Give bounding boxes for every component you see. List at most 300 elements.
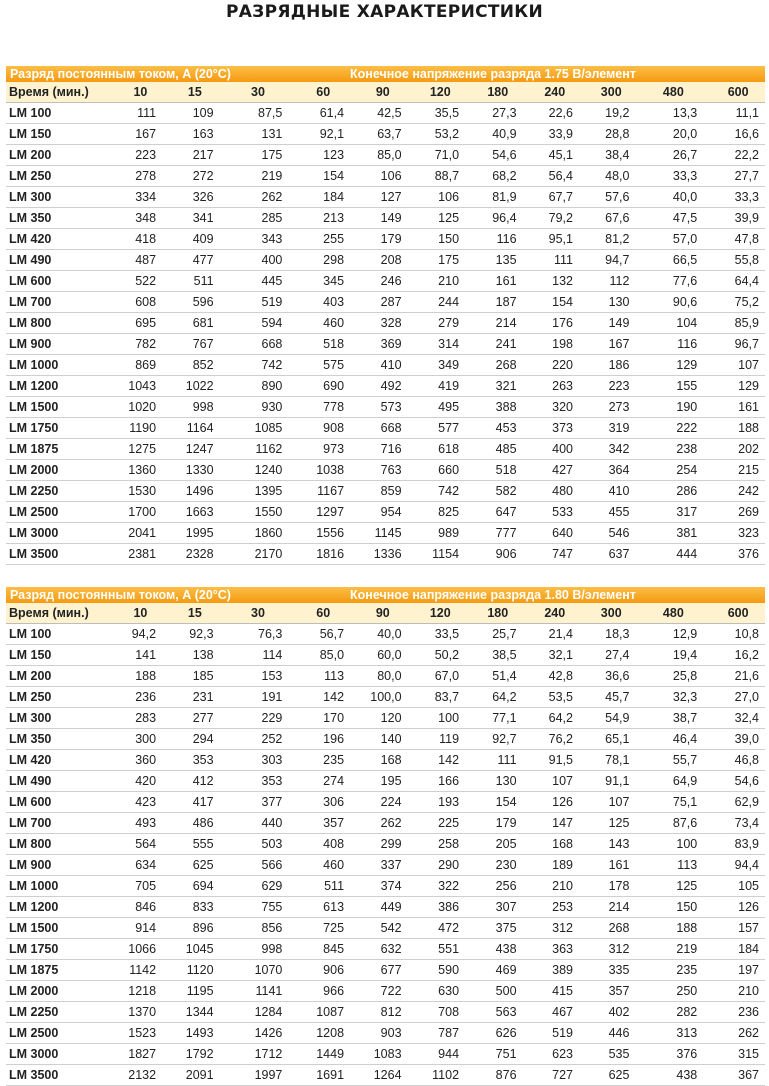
current-value-cell: 22,2: [703, 145, 765, 166]
model-name-cell: LM 1750: [6, 939, 111, 960]
current-value-cell: 335: [579, 960, 635, 981]
discharge-mode-caption: Разряд постоянным током, А (20°С): [6, 587, 350, 603]
model-name-cell: LM 3000: [6, 1044, 111, 1065]
current-value-cell: 198: [523, 334, 579, 355]
model-name-cell: LM 700: [6, 292, 111, 313]
current-value-cell: 96,4: [465, 208, 523, 229]
model-name-cell: LM 900: [6, 334, 111, 355]
current-value-cell: 594: [220, 313, 289, 334]
current-value-cell: 294: [162, 729, 220, 750]
current-value-cell: 446: [579, 1023, 635, 1044]
current-value-cell: 154: [523, 292, 579, 313]
current-value-cell: 681: [162, 313, 220, 334]
current-value-cell: 67,0: [408, 666, 466, 687]
current-value-cell: 469: [465, 960, 523, 981]
current-value-cell: 453: [465, 418, 523, 439]
current-value-cell: 155: [635, 376, 703, 397]
current-value-cell: 127: [350, 187, 408, 208]
current-value-cell: 555: [162, 834, 220, 855]
current-value-cell: 27,3: [465, 103, 523, 124]
current-value-cell: 690: [288, 376, 350, 397]
model-name-cell: LM 1500: [6, 918, 111, 939]
time-header-label: Время (мин.): [6, 603, 111, 624]
current-value-cell: 125: [579, 813, 635, 834]
current-value-cell: 92,1: [288, 124, 350, 145]
model-name-cell: LM 2250: [6, 1002, 111, 1023]
current-value-cell: 1083: [350, 1044, 408, 1065]
current-value-cell: 100,0: [350, 687, 408, 708]
current-value-cell: 258: [408, 834, 466, 855]
model-name-cell: LM 800: [6, 313, 111, 334]
current-value-cell: 377: [220, 792, 289, 813]
table-row: [6, 208, 765, 229]
current-value-cell: 660: [408, 460, 466, 481]
current-value-cell: 438: [635, 1065, 703, 1086]
model-name-cell: LM 250: [6, 687, 111, 708]
current-value-cell: 533: [523, 502, 579, 523]
current-value-cell: 10,8: [703, 624, 765, 645]
model-name-cell: LM 200: [6, 666, 111, 687]
current-value-cell: 21,6: [703, 666, 765, 687]
current-value-cell: 634: [111, 855, 162, 876]
current-value-cell: 1827: [111, 1044, 162, 1065]
model-name-cell: LM 3500: [6, 1065, 111, 1086]
current-value-cell: 67,7: [523, 187, 579, 208]
current-value-cell: 263: [523, 376, 579, 397]
table-row: [6, 103, 765, 124]
current-value-cell: 323: [703, 523, 765, 544]
model-name-cell: LM 300: [6, 708, 111, 729]
current-value-cell: 647: [465, 502, 523, 523]
current-value-cell: 582: [465, 481, 523, 502]
current-value-cell: 290: [408, 855, 466, 876]
current-value-cell: 219: [220, 166, 289, 187]
current-value-cell: 618: [408, 439, 466, 460]
current-value-cell: 16,6: [703, 124, 765, 145]
current-value-cell: 852: [162, 355, 220, 376]
current-value-cell: 1691: [288, 1065, 350, 1086]
current-value-cell: 551: [408, 939, 466, 960]
current-value-cell: 35,5: [408, 103, 466, 124]
current-value-cell: 129: [635, 355, 703, 376]
model-name-cell: LM 2500: [6, 1023, 111, 1044]
current-value-cell: 767: [162, 334, 220, 355]
current-value-cell: 106: [408, 187, 466, 208]
current-value-cell: 522: [111, 271, 162, 292]
table-row: [6, 229, 765, 250]
current-value-cell: 113: [288, 666, 350, 687]
current-value-cell: 222: [635, 418, 703, 439]
time-header-row: [6, 82, 765, 103]
current-value-cell: 223: [579, 376, 635, 397]
model-name-cell: LM 490: [6, 250, 111, 271]
time-header-cell: 300: [579, 82, 635, 103]
current-value-cell: 998: [162, 397, 220, 418]
current-value-cell: 235: [635, 960, 703, 981]
current-value-cell: 1208: [288, 1023, 350, 1044]
table-row: [6, 250, 765, 271]
current-value-cell: 349: [408, 355, 466, 376]
current-value-cell: 111: [523, 250, 579, 271]
table-row: [6, 960, 765, 981]
current-value-cell: 48,0: [579, 166, 635, 187]
model-name-cell: LM 350: [6, 729, 111, 750]
current-value-cell: 412: [162, 771, 220, 792]
table-row: [6, 1023, 765, 1044]
table-row: [6, 666, 765, 687]
current-value-cell: 196: [288, 729, 350, 750]
current-value-cell: 896: [162, 918, 220, 939]
current-value-cell: 367: [703, 1065, 765, 1086]
current-value-cell: 564: [111, 834, 162, 855]
current-value-cell: 343: [220, 229, 289, 250]
current-value-cell: 596: [162, 292, 220, 313]
time-header-cell: 480: [635, 82, 703, 103]
current-value-cell: 460: [288, 855, 350, 876]
current-value-cell: 2091: [162, 1065, 220, 1086]
time-header-cell: 240: [523, 603, 579, 624]
current-value-cell: 1240: [220, 460, 289, 481]
table-row: [6, 355, 765, 376]
current-value-cell: 279: [408, 313, 466, 334]
current-value-cell: 2132: [111, 1065, 162, 1086]
current-value-cell: 78,1: [579, 750, 635, 771]
current-value-cell: 85,0: [288, 645, 350, 666]
discharge-table-1-75v: [6, 66, 765, 565]
current-value-cell: 742: [408, 481, 466, 502]
table-row: [6, 187, 765, 208]
current-value-cell: 695: [111, 313, 162, 334]
current-value-cell: 317: [635, 502, 703, 523]
current-value-cell: 51,4: [465, 666, 523, 687]
current-value-cell: 12,9: [635, 624, 703, 645]
current-value-cell: 1860: [220, 523, 289, 544]
current-value-cell: 445: [220, 271, 289, 292]
table-row: [6, 939, 765, 960]
current-value-cell: 751: [465, 1044, 523, 1065]
current-value-cell: 1085: [220, 418, 289, 439]
current-value-cell: 410: [350, 355, 408, 376]
current-value-cell: 229: [220, 708, 289, 729]
table-row: [6, 313, 765, 334]
current-value-cell: 130: [579, 292, 635, 313]
current-value-cell: 25,7: [465, 624, 523, 645]
current-value-cell: 1370: [111, 1002, 162, 1023]
current-value-cell: 859: [350, 481, 408, 502]
current-value-cell: 1336: [350, 544, 408, 565]
current-value-cell: 906: [465, 544, 523, 565]
model-name-cell: LM 250: [6, 166, 111, 187]
current-value-cell: 236: [703, 1002, 765, 1023]
current-value-cell: 373: [523, 418, 579, 439]
current-value-cell: 109: [162, 103, 220, 124]
current-value-cell: 1043: [111, 376, 162, 397]
current-value-cell: 32,3: [635, 687, 703, 708]
current-value-cell: 60,0: [350, 645, 408, 666]
current-value-cell: 415: [523, 981, 579, 1002]
current-value-cell: 255: [288, 229, 350, 250]
current-value-cell: 563: [465, 1002, 523, 1023]
current-value-cell: 438: [465, 939, 523, 960]
current-value-cell: 313: [635, 1023, 703, 1044]
current-value-cell: 90,6: [635, 292, 703, 313]
current-value-cell: 63,7: [350, 124, 408, 145]
current-value-cell: 100: [408, 708, 466, 729]
time-header-cell: 15: [162, 82, 220, 103]
current-value-cell: 725: [288, 918, 350, 939]
current-value-cell: 1550: [220, 502, 289, 523]
current-value-cell: 320: [523, 397, 579, 418]
current-value-cell: 637: [579, 544, 635, 565]
table-row: [6, 981, 765, 1002]
current-value-cell: 846: [111, 897, 162, 918]
table-row: [6, 624, 765, 645]
current-value-cell: 217: [162, 145, 220, 166]
time-header-row: [6, 603, 765, 624]
current-value-cell: 1120: [162, 960, 220, 981]
current-value-cell: 357: [288, 813, 350, 834]
current-value-cell: 668: [350, 418, 408, 439]
discharge-table-1-80v: [6, 587, 765, 1086]
current-value-cell: 168: [350, 750, 408, 771]
current-value-cell: 420: [111, 771, 162, 792]
current-value-cell: 149: [350, 208, 408, 229]
current-value-cell: 45,7: [579, 687, 635, 708]
current-value-cell: 85,0: [350, 145, 408, 166]
table-row: [6, 166, 765, 187]
current-value-cell: 81,2: [579, 229, 635, 250]
current-value-cell: 62,9: [703, 792, 765, 813]
current-value-cell: 27,7: [703, 166, 765, 187]
table-row: [6, 1002, 765, 1023]
current-value-cell: 241: [465, 334, 523, 355]
current-value-cell: 76,3: [220, 624, 289, 645]
current-value-cell: 185: [162, 666, 220, 687]
current-value-cell: 472: [408, 918, 466, 939]
current-value-cell: 511: [162, 271, 220, 292]
current-value-cell: 1190: [111, 418, 162, 439]
current-value-cell: 32,4: [703, 708, 765, 729]
current-value-cell: 147: [523, 813, 579, 834]
current-value-cell: 493: [111, 813, 162, 834]
current-value-cell: 274: [288, 771, 350, 792]
table-row: [6, 876, 765, 897]
current-value-cell: 1395: [220, 481, 289, 502]
current-value-cell: 467: [523, 1002, 579, 1023]
current-value-cell: 176: [523, 313, 579, 334]
current-value-cell: 179: [465, 813, 523, 834]
current-value-cell: 2170: [220, 544, 289, 565]
current-value-cell: 246: [350, 271, 408, 292]
current-value-cell: 187: [465, 292, 523, 313]
current-value-cell: 250: [635, 981, 703, 1002]
current-value-cell: 1154: [408, 544, 466, 565]
model-name-cell: LM 3500: [6, 544, 111, 565]
table-row: [6, 502, 765, 523]
current-value-cell: 763: [350, 460, 408, 481]
current-value-cell: 2381: [111, 544, 162, 565]
current-value-cell: 626: [465, 1023, 523, 1044]
current-value-cell: 16,2: [703, 645, 765, 666]
current-value-cell: 1145: [350, 523, 408, 544]
current-value-cell: 708: [408, 1002, 466, 1023]
current-value-cell: 1556: [288, 523, 350, 544]
current-value-cell: 129: [703, 376, 765, 397]
current-value-cell: 778: [288, 397, 350, 418]
current-value-cell: 210: [408, 271, 466, 292]
current-value-cell: 402: [579, 1002, 635, 1023]
current-value-cell: 787: [408, 1023, 466, 1044]
model-name-cell: LM 490: [6, 771, 111, 792]
current-value-cell: 357: [579, 981, 635, 1002]
current-value-cell: 36,6: [579, 666, 635, 687]
current-value-cell: 33,9: [523, 124, 579, 145]
current-value-cell: 107: [579, 792, 635, 813]
current-value-cell: 45,1: [523, 145, 579, 166]
current-value-cell: 492: [350, 376, 408, 397]
table-row: [6, 897, 765, 918]
current-value-cell: 77,1: [465, 708, 523, 729]
current-value-cell: 105: [703, 876, 765, 897]
current-value-cell: 42,5: [350, 103, 408, 124]
current-value-cell: 236: [111, 687, 162, 708]
current-value-cell: 19,4: [635, 645, 703, 666]
table-row: [6, 708, 765, 729]
time-header-cell: 10: [111, 603, 162, 624]
model-name-cell: LM 1200: [6, 376, 111, 397]
current-value-cell: 1087: [288, 1002, 350, 1023]
current-value-cell: 253: [523, 897, 579, 918]
current-value-cell: 449: [350, 897, 408, 918]
table-row: [6, 145, 765, 166]
current-value-cell: 930: [220, 397, 289, 418]
current-value-cell: 519: [523, 1023, 579, 1044]
current-value-cell: 244: [408, 292, 466, 313]
current-value-cell: 161: [579, 855, 635, 876]
current-value-cell: 119: [408, 729, 466, 750]
current-value-cell: 26,7: [635, 145, 703, 166]
end-voltage-caption: Конечное напряжение разряда 1.75 В/элемент: [350, 66, 765, 82]
current-value-cell: 92,7: [465, 729, 523, 750]
current-value-cell: 546: [579, 523, 635, 544]
current-value-cell: 319: [579, 418, 635, 439]
current-value-cell: 705: [111, 876, 162, 897]
current-value-cell: 123: [288, 145, 350, 166]
current-value-cell: 96,7: [703, 334, 765, 355]
model-name-cell: LM 1875: [6, 960, 111, 981]
current-value-cell: 1712: [220, 1044, 289, 1065]
current-value-cell: 334: [111, 187, 162, 208]
current-value-cell: 231: [162, 687, 220, 708]
model-name-cell: LM 800: [6, 834, 111, 855]
time-header-label: Время (мин.): [6, 82, 111, 103]
time-header-cell: 90: [350, 603, 408, 624]
current-value-cell: 75,2: [703, 292, 765, 313]
current-value-cell: 747: [523, 544, 579, 565]
current-value-cell: 282: [635, 1002, 703, 1023]
current-value-cell: 285: [220, 208, 289, 229]
current-value-cell: 1020: [111, 397, 162, 418]
current-value-cell: 188: [703, 418, 765, 439]
current-value-cell: 623: [523, 1044, 579, 1065]
current-value-cell: 150: [635, 897, 703, 918]
current-value-cell: 1167: [288, 481, 350, 502]
current-value-cell: 87,6: [635, 813, 703, 834]
current-value-cell: 77,6: [635, 271, 703, 292]
current-value-cell: 1344: [162, 1002, 220, 1023]
current-value-cell: 668: [220, 334, 289, 355]
current-value-cell: 46,4: [635, 729, 703, 750]
model-name-cell: LM 600: [6, 271, 111, 292]
model-name-cell: LM 600: [6, 792, 111, 813]
table-row: [6, 813, 765, 834]
current-value-cell: 1022: [162, 376, 220, 397]
table-row: [6, 645, 765, 666]
current-value-cell: 205: [465, 834, 523, 855]
current-value-cell: 856: [220, 918, 289, 939]
time-header-cell: 60: [288, 82, 350, 103]
current-value-cell: 303: [220, 750, 289, 771]
current-value-cell: 230: [465, 855, 523, 876]
current-value-cell: 328: [350, 313, 408, 334]
current-value-cell: 542: [350, 918, 408, 939]
current-value-cell: 1102: [408, 1065, 466, 1086]
current-value-cell: 40,0: [350, 624, 408, 645]
table-row: [6, 439, 765, 460]
current-value-cell: 111: [465, 750, 523, 771]
current-value-cell: 120: [350, 708, 408, 729]
current-value-cell: 575: [288, 355, 350, 376]
current-value-cell: 444: [635, 544, 703, 565]
model-name-cell: LM 420: [6, 229, 111, 250]
current-value-cell: 64,9: [635, 771, 703, 792]
current-value-cell: 299: [350, 834, 408, 855]
table-row: [6, 376, 765, 397]
current-value-cell: 511: [288, 876, 350, 897]
current-value-cell: 1792: [162, 1044, 220, 1065]
current-value-cell: 57,6: [579, 187, 635, 208]
current-value-cell: 1162: [220, 439, 289, 460]
current-value-cell: 283: [111, 708, 162, 729]
table-row: [6, 271, 765, 292]
current-value-cell: 315: [703, 1044, 765, 1065]
current-value-cell: 161: [703, 397, 765, 418]
current-value-cell: 2041: [111, 523, 162, 544]
current-value-cell: 126: [703, 897, 765, 918]
current-value-cell: 278: [111, 166, 162, 187]
current-value-cell: 79,2: [523, 208, 579, 229]
time-header-cell: 180: [465, 82, 523, 103]
current-value-cell: 214: [465, 313, 523, 334]
current-value-cell: 189: [523, 855, 579, 876]
current-value-cell: 1218: [111, 981, 162, 1002]
current-value-cell: 11,1: [703, 103, 765, 124]
current-value-cell: 80,0: [350, 666, 408, 687]
current-value-cell: 42,8: [523, 666, 579, 687]
current-value-cell: 613: [288, 897, 350, 918]
end-voltage-caption: Конечное напряжение разряда 1.80 В/элемент: [350, 587, 765, 603]
current-value-cell: 213: [288, 208, 350, 229]
current-value-cell: 13,3: [635, 103, 703, 124]
current-value-cell: 944: [408, 1044, 466, 1065]
current-value-cell: 210: [703, 981, 765, 1002]
current-value-cell: 410: [579, 481, 635, 502]
current-value-cell: 214: [579, 897, 635, 918]
discharge-mode-caption: Разряд постоянным током, А (20°С): [6, 66, 350, 82]
current-value-cell: 132: [523, 271, 579, 292]
current-value-cell: 94,4: [703, 855, 765, 876]
current-value-cell: 1247: [162, 439, 220, 460]
